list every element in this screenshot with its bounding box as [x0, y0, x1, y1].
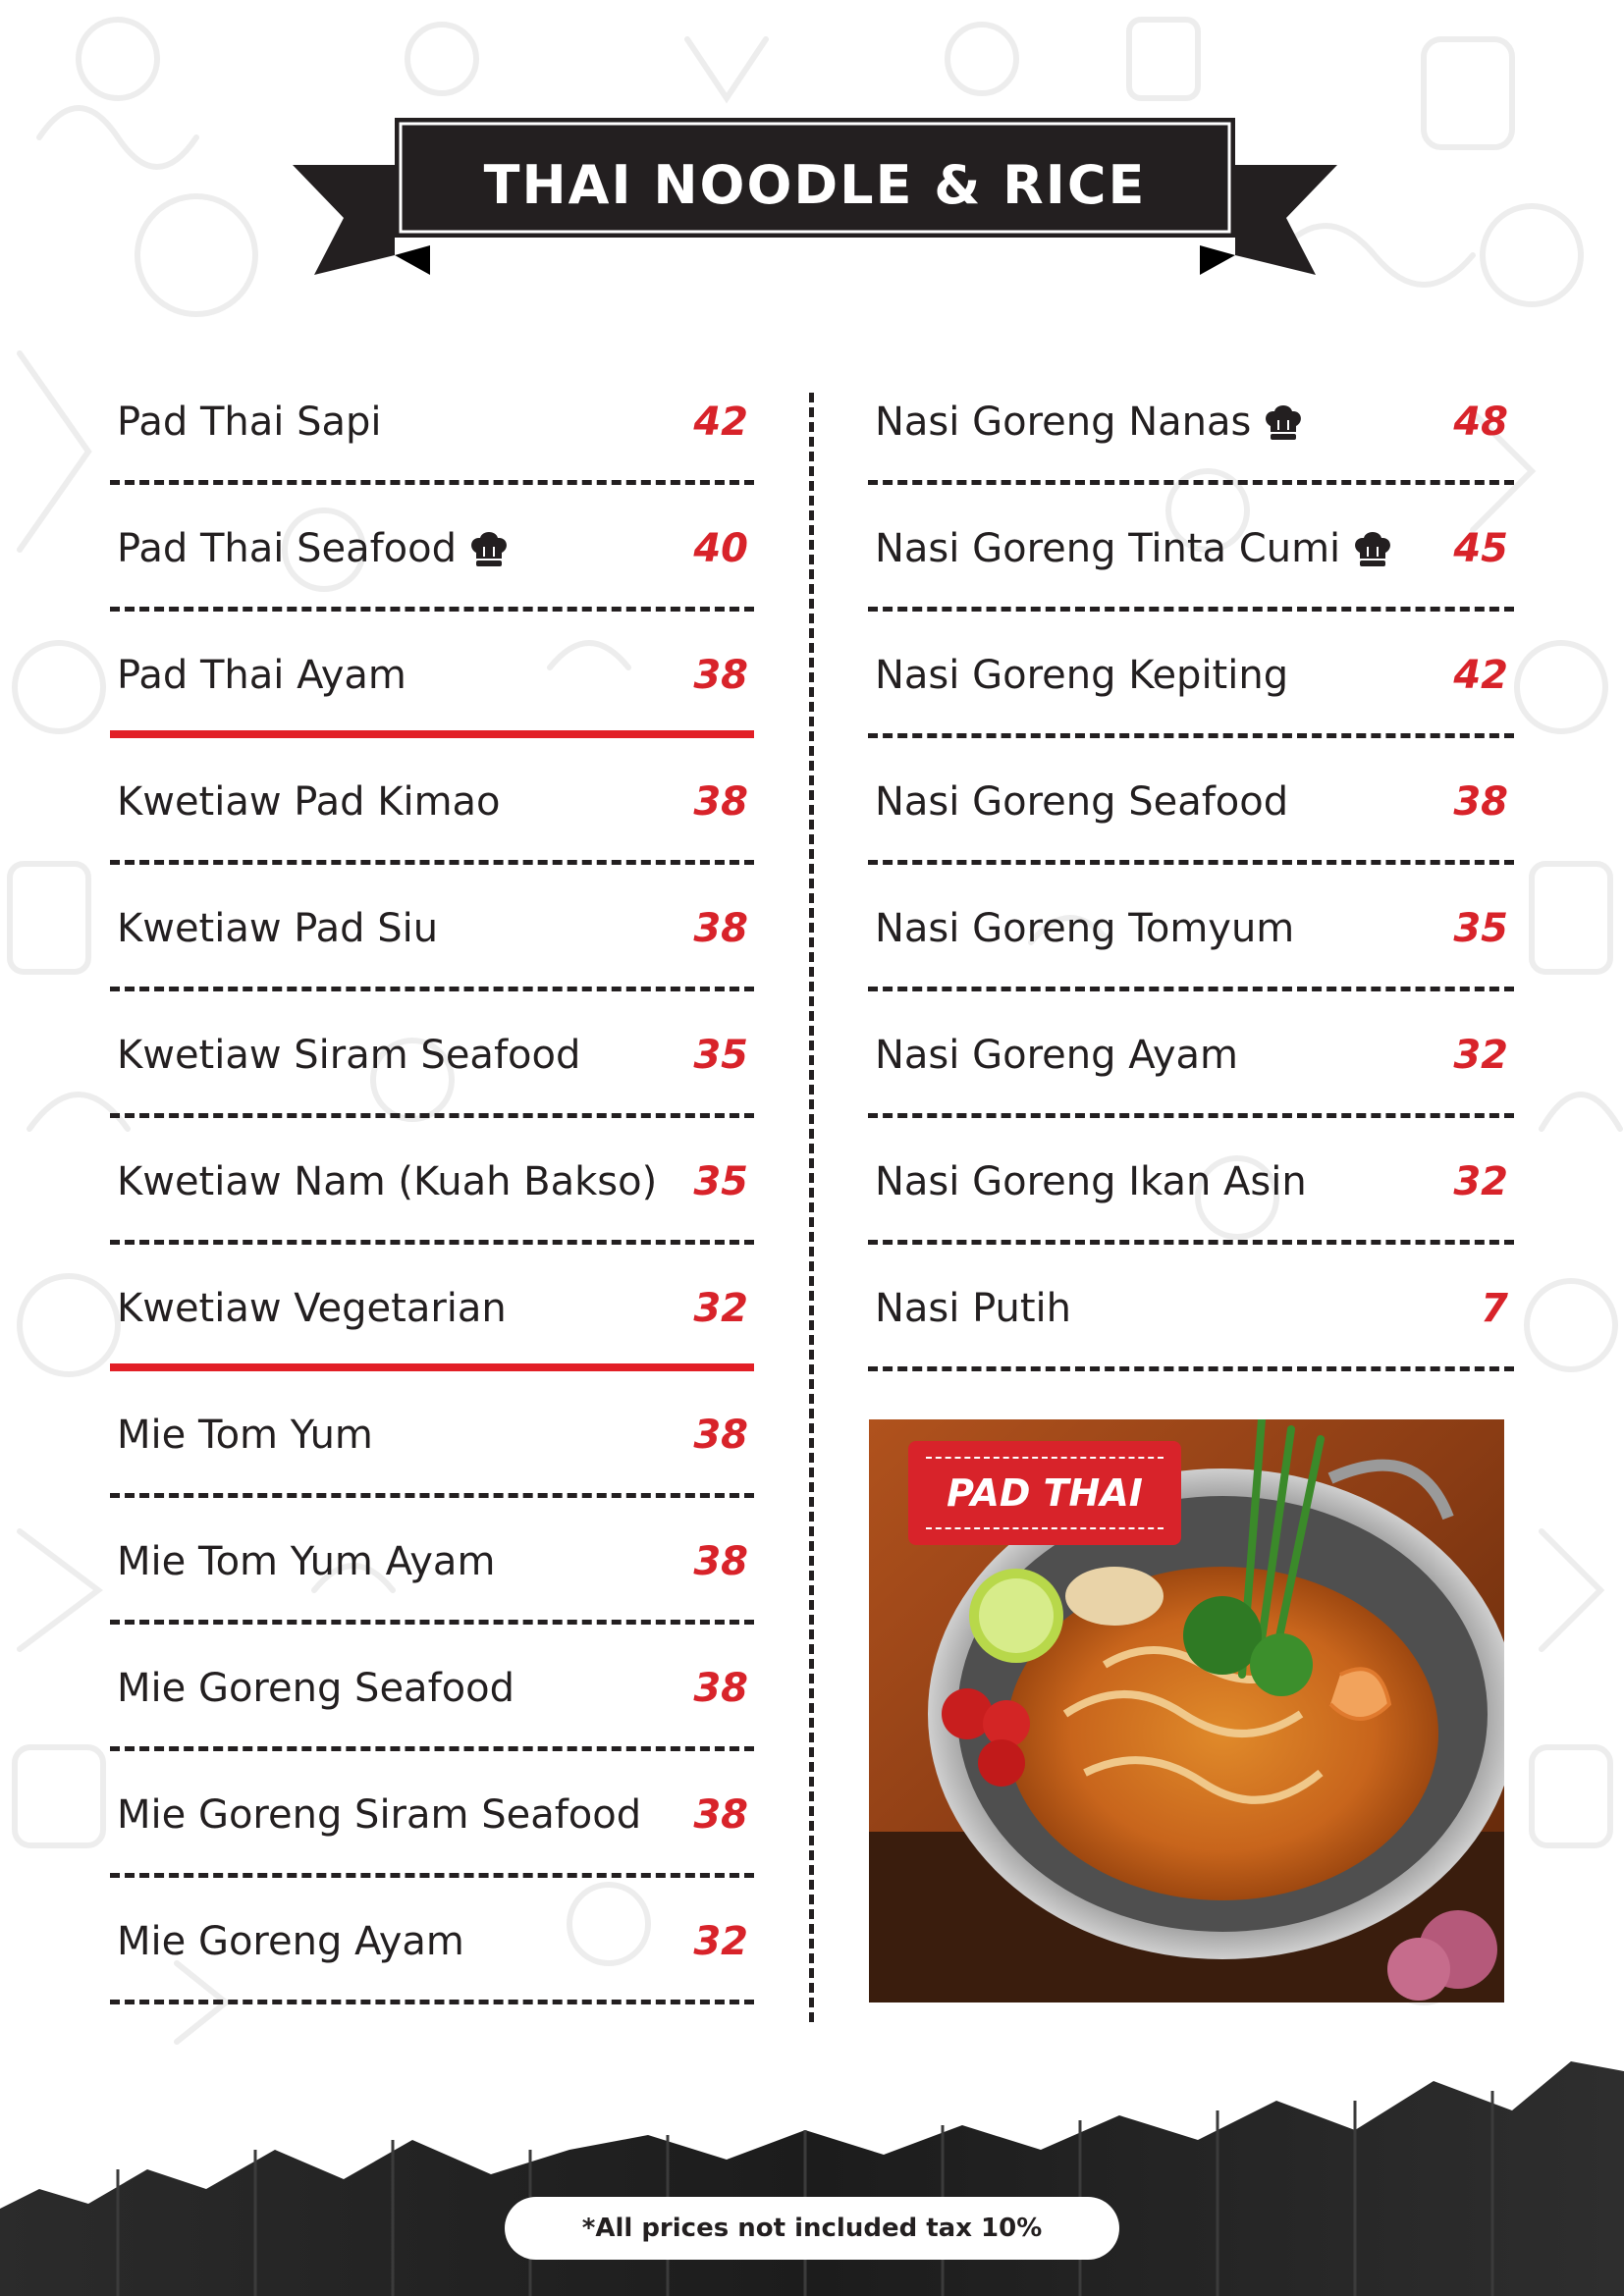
- menu-item-price: 38: [1453, 778, 1508, 825]
- menu-item: [110, 738, 754, 865]
- menu-item-price: 32: [693, 1918, 748, 1964]
- menu-item-price: 42: [1453, 652, 1508, 698]
- menu-item: [110, 865, 754, 991]
- menu-item: [868, 738, 1514, 865]
- menu-item: [868, 1245, 1514, 1371]
- menu-item-name: Kwetiaw Pad Kimao: [117, 778, 501, 825]
- menu-item: [110, 1878, 754, 2004]
- menu-item-price: 42: [693, 399, 748, 445]
- chef-hat-icon: [1352, 529, 1393, 568]
- page-title: THAI NOODLE & RICE: [483, 153, 1147, 216]
- pad-thai-label: PAD THAI: [908, 1441, 1181, 1545]
- menu-item: [868, 612, 1514, 738]
- menu-item-name: Nasi Goreng Seafood: [875, 778, 1289, 825]
- menu-item: [110, 612, 754, 738]
- pad-thai-photo: [869, 1419, 1504, 2002]
- menu-item-name: Mie Goreng Seafood: [117, 1665, 514, 1711]
- menu-item: [868, 485, 1514, 612]
- menu-item-name: Mie Goreng Ayam: [117, 1918, 464, 1964]
- menu-item-price: 40: [693, 525, 748, 571]
- menu-item-price: 35: [693, 1032, 748, 1078]
- left-menu-column: [110, 358, 754, 2004]
- menu-item-price: 32: [693, 1285, 748, 1331]
- menu-item-name: Kwetiaw Nam (Kuah Bakso): [117, 1158, 658, 1204]
- menu-item-name: Kwetiaw Vegetarian: [117, 1285, 507, 1331]
- menu-item-price: 38: [693, 1665, 748, 1711]
- menu-item: [110, 1625, 754, 1751]
- menu-item-price: 38: [693, 905, 748, 951]
- menu-item-name: Nasi Goreng Ayam: [875, 1032, 1238, 1078]
- menu-item-price: 38: [693, 778, 748, 825]
- column-divider: [809, 393, 814, 2022]
- menu-item-name: Mie Goreng Siram Seafood: [117, 1791, 642, 1838]
- menu-item-name: Pad Thai Seafood: [117, 526, 689, 571]
- menu-item-name: Nasi Goreng Tomyum: [875, 905, 1295, 951]
- menu-item-name: Pad Thai Sapi: [117, 399, 382, 445]
- menu-item-price: 32: [1453, 1032, 1508, 1078]
- menu-item-name: Kwetiaw Siram Seafood: [117, 1032, 581, 1078]
- menu-item-price: 45: [1453, 525, 1508, 571]
- menu-item-price: 7: [1481, 1285, 1508, 1331]
- menu-item-price: 35: [1453, 905, 1508, 951]
- menu-item-name: Mie Tom Yum Ayam: [117, 1538, 496, 1584]
- menu-item-price: 48: [1453, 399, 1508, 445]
- menu-item: [868, 991, 1514, 1118]
- menu-item-name: Pad Thai Ayam: [117, 652, 406, 698]
- menu-item-price: 38: [693, 1412, 748, 1458]
- menu-item-name: Kwetiaw Pad Siu: [117, 905, 439, 951]
- menu-item-name: Nasi Goreng Kepiting: [875, 652, 1289, 698]
- menu-item-name: Nasi Goreng Tinta Cumi: [875, 526, 1449, 571]
- menu-item-price: 38: [693, 1538, 748, 1584]
- menu-item: [110, 1751, 754, 1878]
- menu-item: [868, 865, 1514, 991]
- menu-item-price: 38: [693, 1791, 748, 1838]
- menu-item: [110, 358, 754, 485]
- menu-item: [110, 1245, 754, 1371]
- menu-item: [110, 1498, 754, 1625]
- menu-item-price: 35: [693, 1158, 748, 1204]
- menu-item-name: Mie Tom Yum: [117, 1412, 373, 1458]
- menu-item: [110, 991, 754, 1118]
- chef-hat-icon: [468, 529, 510, 568]
- menu-item-price: 32: [1453, 1158, 1508, 1204]
- tax-note: *All prices not included tax 10%: [505, 2197, 1119, 2260]
- menu-item-name: Nasi Putih: [875, 1285, 1072, 1331]
- menu-item-name: Nasi Goreng Nanas: [875, 400, 1449, 445]
- menu-item-name: Nasi Goreng Ikan Asin: [875, 1158, 1307, 1204]
- menu-item-price: 38: [693, 652, 748, 698]
- menu-item: [110, 1118, 754, 1245]
- menu-item: [868, 1118, 1514, 1245]
- menu-item: [110, 485, 754, 612]
- chef-hat-icon: [1263, 402, 1304, 442]
- title-banner: [285, 108, 1345, 285]
- menu-item: [110, 1371, 754, 1498]
- right-menu-column: [868, 358, 1514, 1371]
- menu-item: [868, 358, 1514, 485]
